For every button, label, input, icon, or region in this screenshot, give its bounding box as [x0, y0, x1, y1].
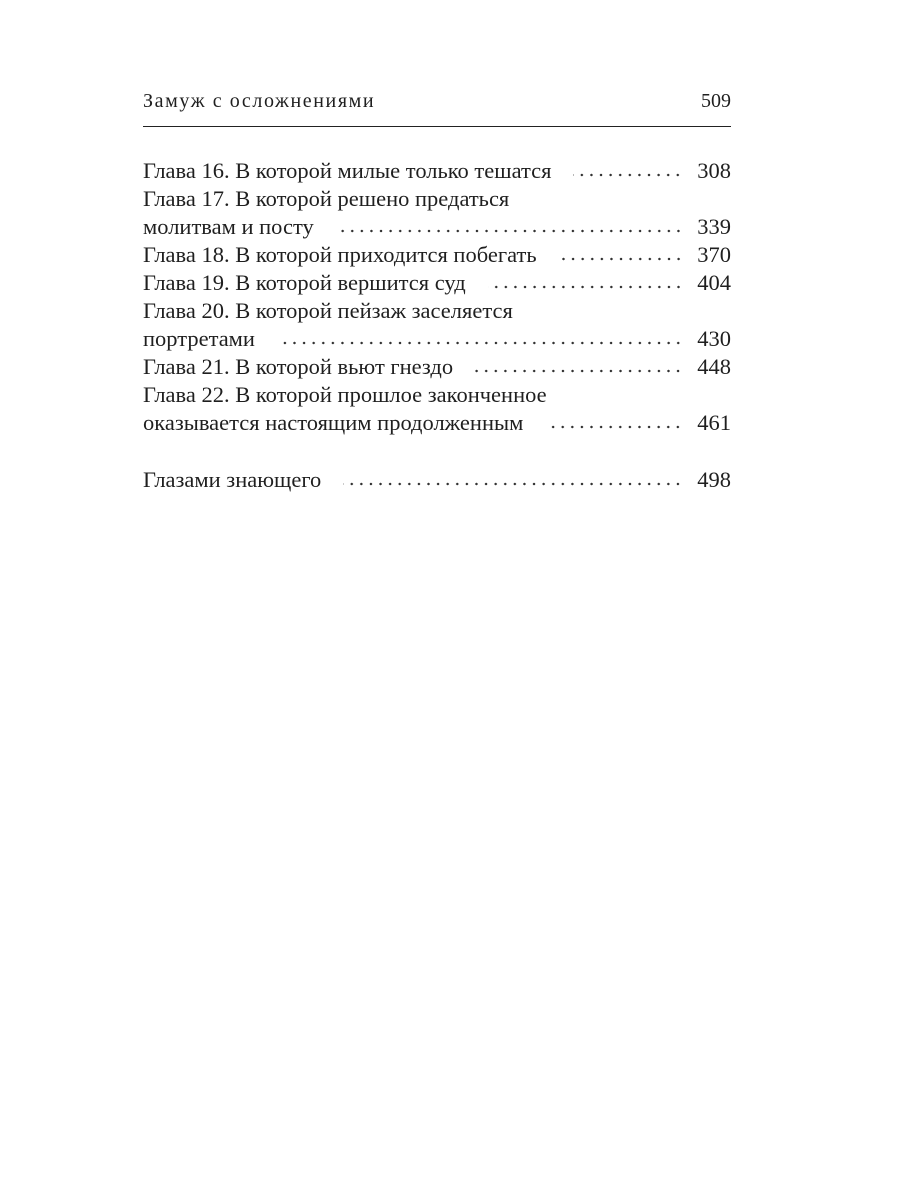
toc-entry[interactable] — [143, 241, 731, 269]
entry-title: молитвам и посту — [143, 214, 314, 239]
toc-line — [143, 157, 731, 185]
section-gap — [143, 437, 731, 466]
toc-line — [143, 213, 731, 241]
entry-page-number: 461 — [697, 410, 731, 435]
toc-line — [143, 409, 731, 437]
page-number: 509 — [701, 90, 731, 112]
dot-leader — [277, 340, 683, 346]
entry-title: Глава 20. В которой пейзаж заселяется — [143, 298, 513, 323]
toc-line — [143, 297, 731, 325]
toc-entry[interactable] — [143, 353, 731, 381]
dot-leader — [343, 481, 683, 487]
entry-page-number: 308 — [697, 158, 731, 183]
entry-title: Глава 22. В которой прошлое законченное — [143, 382, 547, 407]
entry-title: Глава 21. В которой вьют гнездо — [143, 354, 454, 379]
toc-line — [143, 466, 731, 494]
running-header — [143, 90, 731, 113]
entry-title: Глава 16. В которой милые только тешатся — [143, 158, 552, 183]
entry-title: Глазами знающего — [143, 467, 322, 492]
toc-line — [143, 381, 731, 409]
entry-page-number: 498 — [697, 467, 731, 492]
entry-page-number: 430 — [697, 326, 731, 351]
toc-line — [143, 325, 731, 353]
table-of-contents — [143, 157, 731, 494]
dot-leader — [559, 256, 683, 262]
entry-page-number: 339 — [697, 214, 731, 239]
running-title: Замуж с осложнениями — [143, 90, 376, 112]
dot-leader — [545, 424, 683, 430]
dot-leader — [488, 284, 683, 290]
toc-entry[interactable] — [143, 466, 731, 494]
toc-entry[interactable] — [143, 157, 731, 185]
dot-leader — [336, 228, 683, 234]
entry-title: портретами — [143, 326, 255, 351]
toc-line — [143, 241, 731, 269]
dot-leader — [573, 172, 683, 178]
toc-entry[interactable] — [143, 297, 731, 353]
toc-line — [143, 185, 731, 213]
toc-entry[interactable] — [143, 185, 731, 241]
toc-line — [143, 353, 731, 381]
entry-title: Глава 18. В которой приходится побегать — [143, 242, 537, 267]
entry-page-number: 448 — [697, 354, 731, 379]
entry-page-number: 370 — [697, 242, 731, 267]
entry-title: Глава 19. В которой вершится суд — [143, 270, 466, 295]
toc-entry[interactable] — [143, 381, 731, 437]
header-rule — [143, 126, 731, 127]
dot-leader — [475, 368, 683, 374]
toc-entry[interactable] — [143, 269, 731, 297]
entry-title: оказывается настоящим продолженным — [143, 410, 524, 435]
entry-page-number: 404 — [697, 270, 731, 295]
toc-line — [143, 269, 731, 297]
entry-title: Глава 17. В которой решено предаться — [143, 186, 510, 211]
